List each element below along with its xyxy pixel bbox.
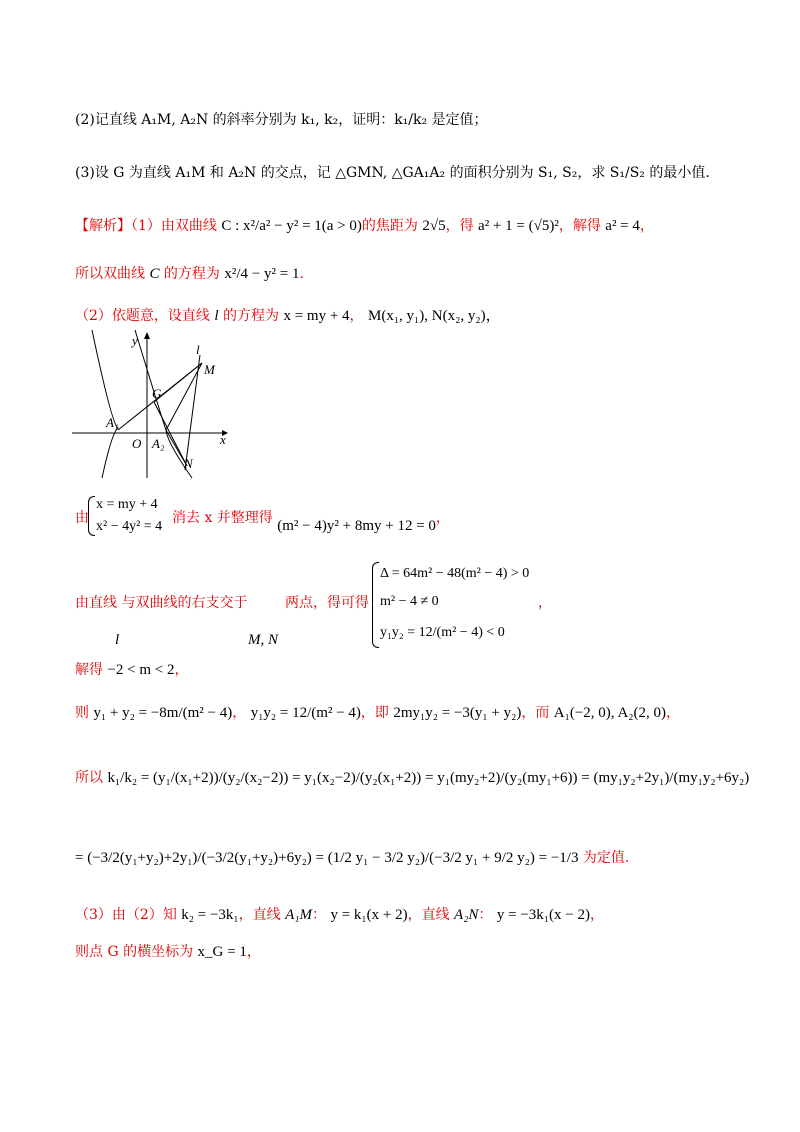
g-abscissa: x_G = 1 bbox=[197, 944, 247, 960]
solution-text: ，而 bbox=[521, 705, 550, 721]
system-row: x² − 4y² = 4 bbox=[96, 519, 163, 534]
ratio-result: = (−3/2(y₁+y₂)+2y₁)/(−3/2(y₁+y₂)+6y₂) = (1/2 y₁ − 3/2 y₂)/(−3/2 y₁ + 9/2 y₂) = −1/3 bbox=[75, 850, 579, 866]
solution-line-9 bbox=[75, 848, 629, 868]
solution-text: 解得 bbox=[75, 662, 103, 678]
left-branch bbox=[92, 330, 118, 478]
equation-system-2 bbox=[380, 560, 529, 650]
relation: 2my₁y₂ = −3(y₁ + y₂) bbox=[393, 705, 522, 721]
variable: l bbox=[214, 308, 219, 324]
punctuation: ， bbox=[246, 944, 261, 960]
question-3 bbox=[75, 163, 710, 183]
y-axis-arrow bbox=[144, 332, 150, 339]
label-m: M bbox=[204, 362, 215, 377]
solution-text: ，解得 bbox=[558, 218, 601, 234]
solution-text: 由直线 与双曲线的右支交于 bbox=[75, 595, 248, 611]
solution-line-6 bbox=[75, 660, 189, 680]
variable-l bbox=[115, 630, 119, 650]
label-o: O bbox=[132, 436, 142, 451]
system-row: y₁y₂ = 12/(m² − 4) < 0 bbox=[380, 625, 505, 640]
line-a2m bbox=[166, 363, 202, 430]
solution-text: 则 bbox=[75, 705, 89, 721]
solution-line-2 bbox=[75, 264, 304, 284]
solution-tag: 【解析】 bbox=[75, 218, 131, 234]
hyperbola-figure bbox=[72, 330, 232, 480]
label-y: y bbox=[132, 333, 138, 348]
punctuation: ， bbox=[435, 510, 450, 526]
range-m: −2 < m < 2 bbox=[107, 662, 175, 678]
system-row: Δ = 64m² − 48(m² − 4) > 0 bbox=[380, 566, 530, 581]
solution-line-4 bbox=[75, 508, 89, 528]
solution-text: （3）由（2）知 bbox=[75, 907, 177, 923]
solution-text: 的方程为 bbox=[163, 266, 220, 282]
equation: a² = 4 bbox=[605, 218, 640, 234]
solution-line-5 bbox=[75, 593, 247, 613]
equation-system-1 bbox=[96, 494, 162, 538]
solution-line-10 bbox=[75, 905, 604, 925]
punctuation-line bbox=[538, 593, 552, 613]
label-n: N bbox=[184, 456, 193, 471]
question-3-text: (3)设 G 为直线 A₁M 和 A₂N 的交点，记 △GMN, △GA₁A₂ 的面积分别为 S₁, S₂，求 S₁/S₂ 的最小值. bbox=[75, 165, 710, 181]
solution-text: 所以 bbox=[75, 770, 103, 786]
solution-text: ，得 bbox=[445, 218, 474, 234]
line-a1m-equation: y = k₁(x + 2) bbox=[330, 907, 408, 923]
punctuation: ， bbox=[232, 705, 247, 721]
label-g: G bbox=[152, 386, 162, 401]
vertices: A₁(−2, 0), A₂(2, 0) bbox=[553, 705, 667, 721]
solution-line-7 bbox=[75, 703, 680, 723]
equation: a² + 1 = (√5)² bbox=[478, 218, 559, 234]
solution-text: 的方程为 bbox=[223, 308, 279, 324]
solution-text: 由 bbox=[75, 510, 89, 526]
brace bbox=[88, 496, 95, 536]
points-mn bbox=[248, 630, 278, 650]
hyperbola-result: x²/4 − y² = 1 bbox=[224, 266, 300, 282]
punctuation: ， bbox=[590, 907, 604, 923]
line-name: A₂N bbox=[454, 907, 479, 923]
solution-text: 则点 G 的横坐标为 bbox=[75, 944, 194, 960]
solution-line-5b bbox=[285, 593, 369, 613]
solution-text: ，直线 bbox=[238, 907, 281, 923]
question-2 bbox=[75, 110, 488, 130]
solution-text: 所以双曲线 bbox=[75, 266, 145, 282]
label-a2: A₂ bbox=[152, 436, 165, 451]
line-gn bbox=[154, 402, 187, 466]
product-roots: y₁y₂ = 12/(m² − 4) bbox=[250, 705, 361, 721]
punctuation: . bbox=[299, 266, 304, 282]
variable: C bbox=[149, 266, 160, 282]
solution-text: ，即 bbox=[360, 705, 389, 721]
line-l bbox=[185, 355, 200, 470]
punctuation: ， bbox=[666, 705, 681, 721]
label-a1: A₁ bbox=[106, 415, 119, 430]
focal-length: 2√5 bbox=[422, 218, 446, 234]
punctuation: ， bbox=[174, 662, 189, 678]
slope-relation: k₂ = −3k₁ bbox=[181, 907, 239, 923]
hyperbola-equation: C : x²/a² − y² = 1(a > 0) bbox=[221, 218, 362, 234]
label-l: l bbox=[196, 342, 200, 357]
question-2-text: (2)记直线 A₁M, A₂N 的斜率分别为 k₁, k₂，证明：k₁/k₂ 是定值； bbox=[75, 112, 488, 128]
punctuation: ， bbox=[538, 595, 552, 611]
ratio-derivation: k₁/k₂ = (y₁/(x₁+2))/(y₂/(x₂−2)) = y₁(x₂−2)/(y₂(x₁+2)) = y₁(my₂+2)/(y₂(my₁+6)) = (my₁y₂+2y₁)/(my₁y₂+6y₂) bbox=[107, 770, 750, 786]
label-x: x bbox=[220, 432, 226, 447]
punctuation: ： bbox=[312, 907, 326, 923]
system-row: m² − 4 ≠ 0 bbox=[380, 594, 439, 609]
solution-text: 为定值. bbox=[582, 850, 630, 866]
solution-text: （1）由双曲线 bbox=[131, 218, 217, 234]
brace bbox=[372, 562, 379, 648]
system-row: x = my + 4 bbox=[96, 497, 158, 512]
punctuation: ， bbox=[639, 218, 654, 234]
punctuation: ， bbox=[349, 308, 364, 324]
solution-line-8 bbox=[75, 768, 749, 788]
solution-text: ，直线 bbox=[407, 907, 450, 923]
line-equation: x = my + 4 bbox=[283, 308, 350, 324]
line-name: A₁M bbox=[285, 907, 312, 923]
variable: M, N bbox=[248, 632, 278, 648]
solution-text: （2）依题意，设直线 bbox=[75, 308, 210, 324]
solution-line-1 bbox=[75, 216, 654, 236]
solution-text: 两点，得可得 bbox=[285, 595, 369, 611]
solution-line-3 bbox=[75, 306, 501, 326]
solution-text: 的焦距为 bbox=[361, 218, 418, 234]
variable: l bbox=[115, 632, 120, 648]
line-a2n-equation: y = −3k₁(x − 2) bbox=[496, 907, 590, 923]
punctuation: ： bbox=[478, 907, 493, 923]
points: M(x₁, y₁), N(x₂, y₂)， bbox=[368, 308, 501, 324]
quadratic-equation: (m² − 4)y² + 8my + 12 = 0 bbox=[277, 518, 436, 534]
solution-line-11 bbox=[75, 942, 261, 962]
solution-text: 消去 x 并整理得 bbox=[172, 510, 273, 526]
solution-line-4b bbox=[172, 508, 450, 534]
sum-roots: y₁ + y₂ = −8m/(m² − 4) bbox=[93, 705, 233, 721]
